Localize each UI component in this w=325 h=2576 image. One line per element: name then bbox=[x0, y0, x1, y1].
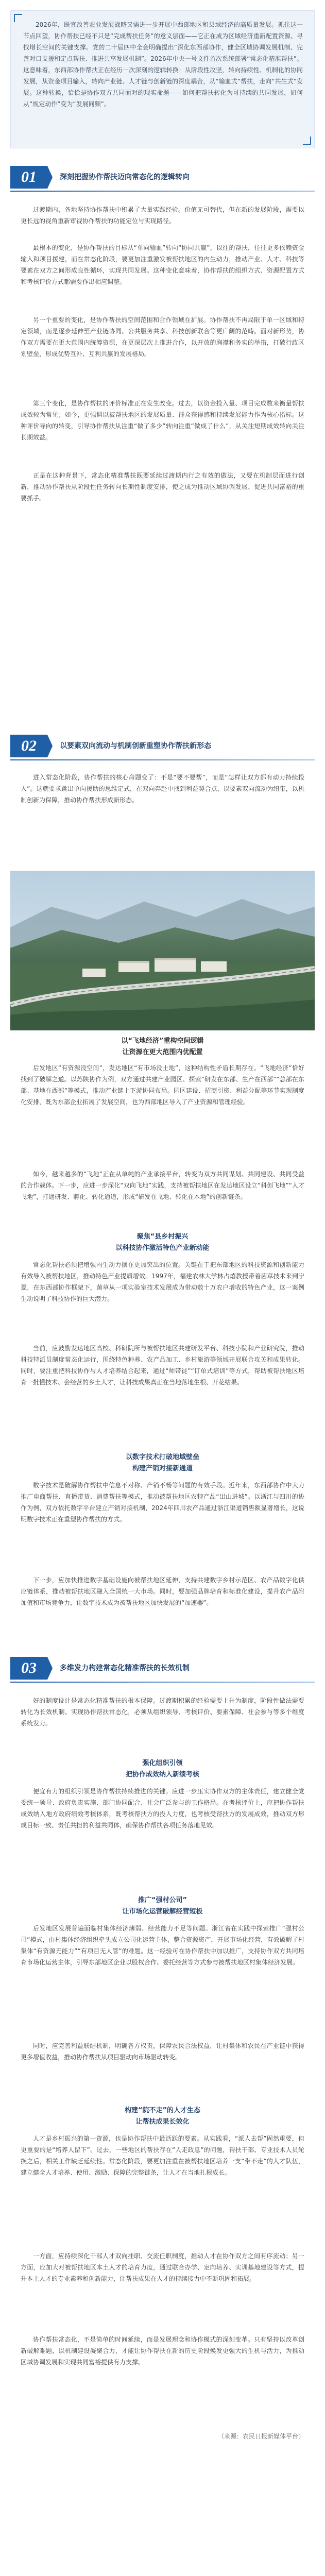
source-credit: （来源：农民日报新媒体平台） bbox=[217, 2433, 304, 2440]
paragraph: 过渡期内，各地坚持协作帮扶中积累了大量实践经验。价值无可替代，但在新的发展阶段，需要以更长远的视角重新审视协作帮扶的功能定位与实现路径。 bbox=[21, 206, 304, 225]
section-title: 多维发力构建常态化精准帮扶的长效机制 bbox=[60, 1664, 190, 1672]
highway-valley-image bbox=[10, 871, 315, 1030]
subheading: 以数字技术打破地域壁垒 构建产销对接新通道 bbox=[125, 1453, 199, 1472]
paragraph: 常态化帮扶必须把增强内生动力摆在更加突出的位置。关键在于把东部地区的科技资源和创新能力有效导入被帮扶地区，推动特色产业提质增效。1997年，福建农林大学林占熺教授带着菌草技术来到宁夏，在东西部协作框架下，菌草从一项实验室技术发展成为带动数十万农户增收的特色产业，这一案例生动说明了科技协作的巨大潜力。 bbox=[21, 1261, 304, 1302]
paragraph: 当前，应鼓励发达地区高校、科研院所与被帮扶地区共建研发平台、科技小院和产业研究院，推动科技特派员制度常态化运行，围绕特色种养、农产品加工、乡村旅游等领域开展联合攻关和成果转化。同时，要注重把科技协作与人才培养结合起来，通过“师带徒”“订单式培训”等方式，帮助被帮扶地区培育一批懂技术、会经营的乡土人才，让科技成果真正在当地落地生根、开花结果。 bbox=[21, 1345, 304, 1386]
section-title: 以要素双向流动与机制创新重塑协作帮扶新形态 bbox=[60, 742, 211, 750]
corner-decoration bbox=[303, 137, 311, 145]
paragraph: 人才是乡村振兴的第一资源，也是协作帮扶中最活跃的要素。从实践看，“派人去帮”固然重要，但更重要的是“培养人留下”。过去，一些地区的帮扶存在“人走政息”的问题，帮扶干部、专业技术人员轮换之后，相关工作缺乏延续性。常态化阶段，要更加注重在被帮扶地区培养一支“带不走”的人才队伍，建立健全人才培养、使用、激励、保障的完整链条，让人才在当地扎根成长。 bbox=[21, 2135, 304, 2176]
landscape-photo bbox=[10, 871, 315, 1030]
subheading: 推广“强村公司” 让市场化运营破解经营短板 bbox=[122, 1896, 203, 1916]
paragraph: 下一步，应加快推进数字基础设施向被帮扶地区延伸，支持共建数字乡村示范区、农产品数字化供应链体系，推动被帮扶地区融入全国统一大市场。同时，要加强品牌培育和标准化建设，提升农产品附加值和市场竞争力，让数字技术成为被帮扶地区加快发展的“加速器”。 bbox=[21, 1577, 304, 1606]
section-divider bbox=[10, 759, 315, 760]
paragraph: 协作帮扶常态化，不是简单的时间延续，而是发展理念和协作模式的深刻变革。只有坚持以改革创新破解难题，以机制建设凝聚合力，才能让协作帮扶在新的历史阶段焕发更强大的生机与活力，为推动区域协调发展和实现共同富裕提供有力支撑。 bbox=[21, 2336, 304, 2366]
paragraph: 如今，越来越多的“飞地”正在从单纯的产业承接平台，转变为双方共同谋划、共同建设、共同受益的合作载体。下一步，应进一步深化“双向飞地”实践，支持被帮扶地区在发达地区设立“科创飞地”“人才飞地”，打通研发、孵化、转化通道，形成“研发在飞地、转化在本地”的创新链条。 bbox=[21, 1171, 304, 1200]
section-header-02 bbox=[10, 732, 315, 760]
section-divider bbox=[10, 1682, 315, 1683]
photo-caption: 以“飞地经济”重构空间逻辑 让资源在更大范围内优配置 bbox=[121, 1037, 204, 1056]
paragraph: 后发地区“有资源没空间”，发达地区“有市场没土地”，这种结构性矛盾长期存在。“飞地经济”恰好找到了破解之道。以苏陕协作为例，双方通过共建产业园区、探索“研发在东部、生产在西部”“总部在东部、基地在西部”等模式，推动产业链上下游协同布局。园区建设、招商引资、利益分配等环节实现制度化安排，既为东部企业拓展了发展空间，也为西部地区导入了产业资源和管理经验。 bbox=[21, 1064, 304, 1106]
paragraph: 同时，应完善利益联结机制，明确各方权责，保障农民合法权益，让村集体和农民在产业链中获得更多增值收益，推动协作帮扶从项目驱动向市场驱动转变。 bbox=[21, 2042, 304, 2061]
paragraph: 一方面，应持续深化干部人才双向挂职、交流任职制度，推动人才在协作双方之间有序流动；另一方面，应加大对被帮扶地区本土人才的培育力度，通过联合办学、定向培养、实训基地建设等方式，提升本土人才的专业素养和创新能力，让帮扶成果在人才的持续接力中不断巩固和拓展。 bbox=[21, 2252, 304, 2282]
paragraph: 好的制度设计是常态化精准帮扶的根本保障。过渡期积累的经验需要上升为制度，阶段性做法需要转化为长效机制。实现协作帮扶常态化，必须从组织领导、考核评价、要素保障、社会参与等多个维度系统发力。 bbox=[21, 1697, 304, 1727]
subheading: 构建“院不走”的人才生态 让帮扶成果长效化 bbox=[124, 2107, 201, 2126]
paragraph: 后发地区发展普遍面临村集体经济薄弱、经营能力不足等问题。浙江省在实践中探索推广“强村公司”模式，由村集体经济组织牵头成立公司化运营主体，整合资源资产，开展市场化经营，有效破解了村集体“有资源无能力”“有项目无人管”的难题。这一经验可在协作帮扶中加以推广，支持协作双方共同培育市场化运营主体，引导东部地区企业以股权合作、委托经营等方式参与被帮扶地区村集体经济发展。 bbox=[21, 1925, 304, 1966]
paragraph: 进入常态化阶段，协作帮扶的核心命题变了：不是“要不要帮”，而是“怎样让双方都有动力持续投入”。这就要求跳出单向援助的思维定式，在双向奔赴中找到利益契合点，以要素双向流动为纽带，以机制创新为保障，推动协作帮扶形成新形态。 bbox=[21, 774, 304, 804]
paragraph: 数字技术是破解协作帮扶中信息不对称、产销不畅等问题的有效手段。近年来，东西部协作中大力推广电商帮扶、直播带货、消费帮扶等模式，推动被帮扶地区农特产品“出山进城”。以浙江与四川的协作为例，双方依托数字平台建立产销对接机制，2024年四川农产品通过浙江渠道销售额显著增长，这说明数字技术正在重塑协作帮扶的方式。 bbox=[21, 1482, 304, 1523]
section-header-03 bbox=[10, 1654, 315, 1683]
subheading: 聚焦“县乡村振兴 以科技协作激活特色产业新动能 bbox=[115, 1233, 210, 1252]
section-header-01 bbox=[10, 163, 315, 192]
corner-decoration bbox=[14, 14, 22, 22]
intro-box bbox=[10, 10, 315, 148]
section-number: 01 bbox=[10, 166, 47, 189]
section-divider bbox=[10, 191, 315, 192]
section-title: 深刻把握协作帮扶迈向常态化的逻辑转向 bbox=[60, 173, 190, 181]
paragraph: 另一个重要的变化，是协作帮扶的空间范围和合作领域在扩展。协作帮扶不再局限于单一区域和特定领域，而是逐步延伸至产业链协同、公共服务共享、科技创新联合等更广阔的范畴。面对新形势，协作双方需要在更大范围内统筹资源，在更深层次上推进合作，以开放的胸襟和务实的举措，打破行政区划壁垒，形成优势互补、互利共赢的发展格局。 bbox=[21, 316, 304, 358]
paragraph: 第三个变化，是协作帮扶的评价标准正在发生改变。过去，以资金投入量、项目完成数来衡量帮扶成效较为常见；如今，更强调以被帮扶地区的发展质量、群众获得感和持续发展能力作为核心指标。这种评价导向的转变，引导协作帮扶从注重“做了多少”转向注重“做成了什么”，从关注短期成效转向关注长期效益。 bbox=[21, 400, 304, 441]
section-number: 02 bbox=[10, 735, 47, 757]
intro-text: 2026年，既宜改善农业发展战略又需进一步开展中西部地区和县域经济的高质量发展。抓住这一节点回望，协作帮扶已经不只是“完成帮扶任务”的意义层面——它正在成为区域经济重新配置资源、寻找增长空间的关键支撑。党的二十届四中全会明确提出“深化东西部协作，健全区域协调发展机制、完善对口支援和定点帮扶、推进共享发展机制”。2026年中央一号文件首次系统部署“常态化精准帮扶”。这意味着，东西部协作帮扶正在经历一次深刻的逻辑转换：从阶段性攻坚，转向持续性、机制化的协同发展，从资金项目输入，转向产业链、人才链与创新链的深度耦合，从“输血式”帮扶，走向“共生式”发展。这种转换，恰恰是协作双方共同面对的现实命题——如何把帮扶转化为可持续的共同发展，如何从“规定动作”变为“发展同频”。 bbox=[23, 21, 303, 108]
section-number: 03 bbox=[10, 1657, 47, 1680]
subheading: 强化组织引领 把协作成效纳入新绩考核 bbox=[125, 1759, 199, 1778]
paragraph: 正是在这种背景下，常态化精准帮扶既要延续过渡期内行之有效的做法，又要在机制层面进行创新，推动协作帮扶从阶段性任务转向长期性制度安排，使之成为推动区域协调发展、促进共同富裕的重要抓手。 bbox=[21, 472, 304, 502]
paragraph: 便宜有力的组织引领是协作帮扶持续推进的关键。应进一步压实协作双方的主体责任，建立健全党委统一领导、政府负责实施、部门协同配合、社会广泛参与的工作格局。在考核评价上，应把协作帮扶成效纳入地方政府绩效考核体系，既考核帮扶方的投入力度，也考核受帮扶方的发展成效，推动双方形成目标一致、责任共担的利益共同体，确保协作帮扶各项任务落地见效。 bbox=[21, 1788, 304, 1829]
paragraph: 最根本的变化，是协作帮扶的目标从“单向输血”转向“协同共赢”，以往的帮扶，往往更多依赖资金输入和项目援建，而在常态化阶段，要更加注重激发被帮扶地区的内生动力，推动产业、人才、科技等要素在双方之间形成良性循环，实现共同发展。这种变化意味着，协作帮扶的组织方式、资源配置方式和考核评价方式都需要作出相应调整。 bbox=[21, 244, 304, 285]
